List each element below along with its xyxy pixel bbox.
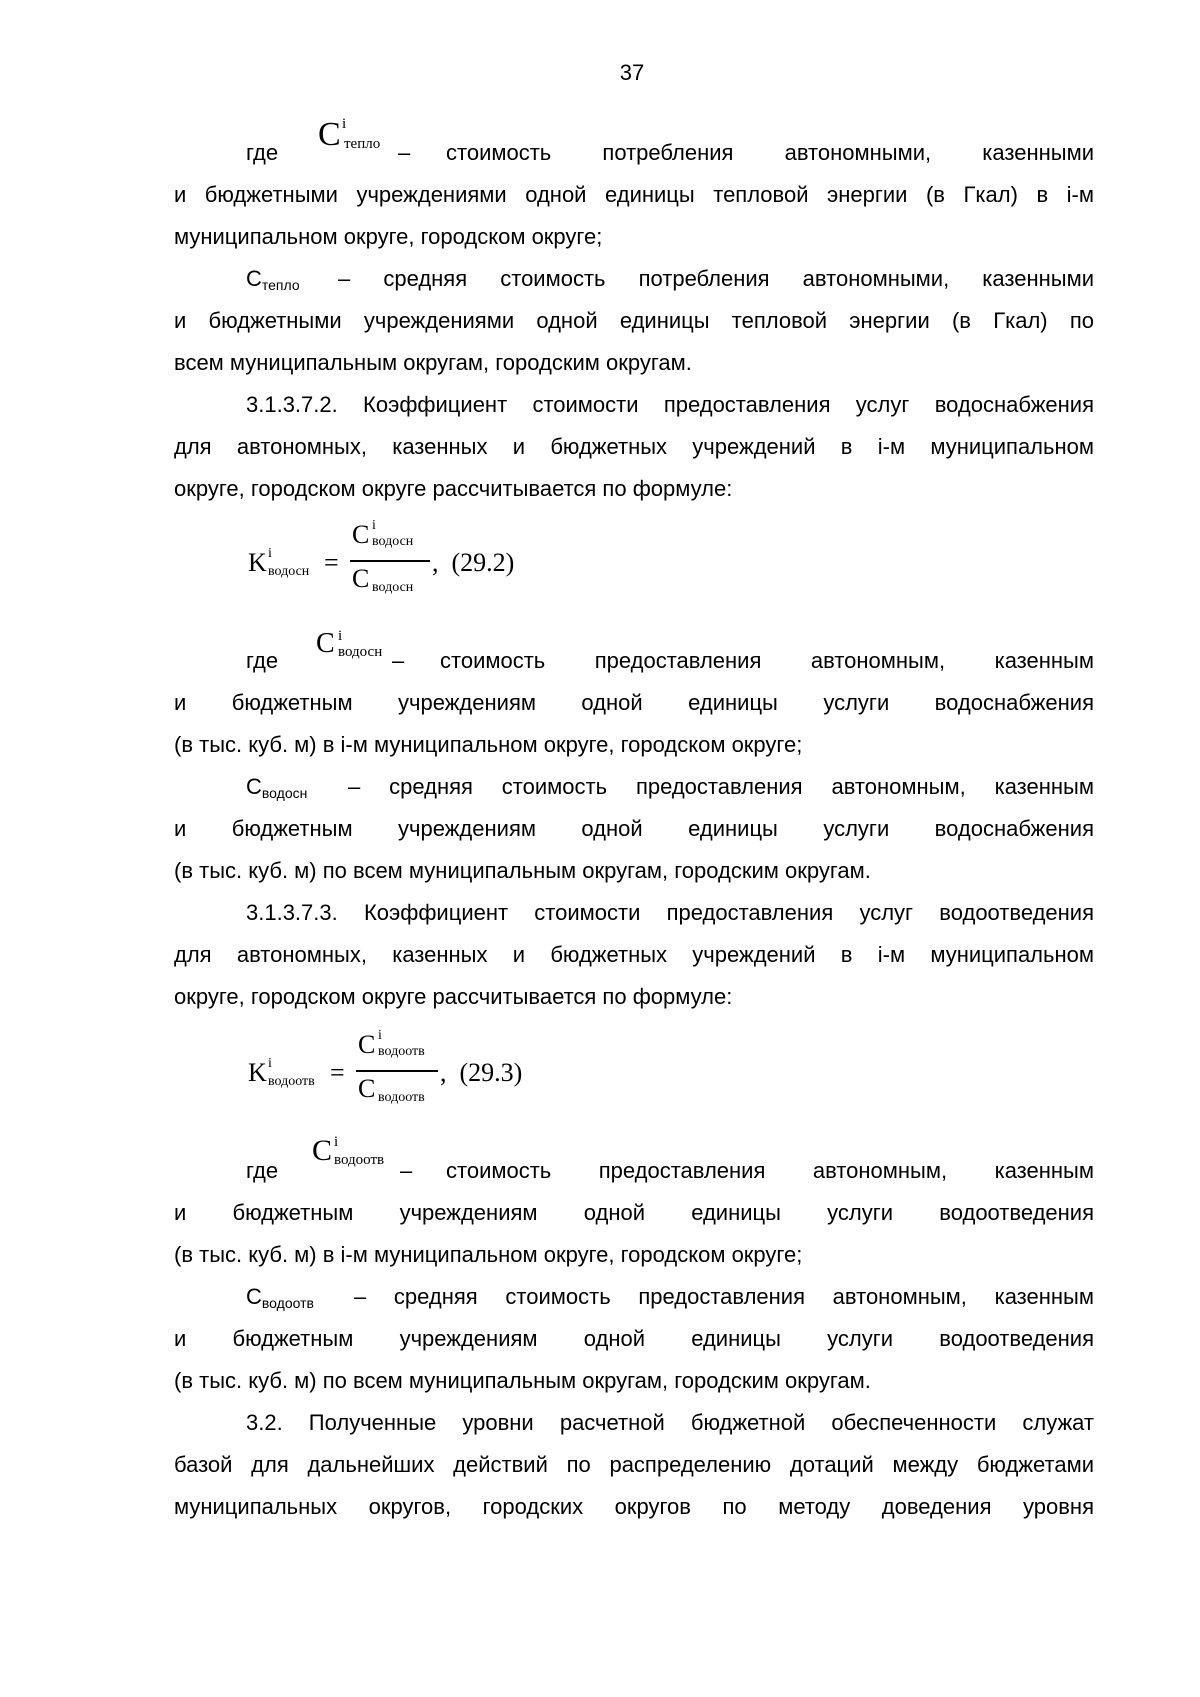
text-line: Сводоотв – средняя стоимость предоставления автономным, казенным — [246, 1284, 1094, 1311]
text-line: (в тыс. куб. м) по всем муниципальным округам, городским округам. — [174, 858, 871, 883]
text-line: Сводосн – средняя стоимость предоставления автономным, казенным — [246, 774, 1094, 801]
text-line: стоимость предоставления автономным, казенным — [440, 648, 1094, 673]
formula-29-3: K i водоотв = C i водоотв C водоотв , (29.3) — [248, 1028, 523, 1105]
where-label: где — [246, 140, 279, 165]
symbol-c-vodosn: Сводосн — [246, 774, 308, 801]
text-line: и бюджетными учреждениями одной единицы тепловой энергии (в Гкал) в i-м — [174, 182, 1094, 207]
text-line: муниципальных округов, городских округов по методу доведения уровня — [174, 1494, 1094, 1519]
dash: – — [398, 140, 411, 165]
text-line: и бюджетными учреждениями одной единицы тепловой энергии (в Гкал) по — [174, 308, 1094, 333]
text-line: округе, городском округе рассчитывается по формуле: — [174, 984, 733, 1009]
text-line: базой для дальнейших действий по распределению дотаций между бюджетами — [174, 1452, 1094, 1477]
text-line: 3.1.3.7.3. Коэффициент стоимости предоставления услуг водоотведения — [246, 900, 1094, 925]
dash: – — [400, 1158, 413, 1183]
text-line: и бюджетным учреждениям одной единицы услуги водоснабжения — [174, 690, 1094, 715]
text-line: стоимость предоставления автономным, казенным — [446, 1158, 1094, 1183]
text-line: муниципальном округе, городском округе; — [174, 224, 603, 249]
dash: – — [392, 648, 405, 673]
text-line: для автономных, казенных и бюджетных учреждений в i-м муниципальном — [174, 942, 1094, 967]
text-line: Степло – средняя стоимость потребления автономными, казенными — [246, 266, 1094, 293]
text-line: и бюджетным учреждениям одной единицы услуги водоотведения — [174, 1326, 1094, 1351]
where-label: где — [246, 648, 279, 673]
text-line: округе, городском округе рассчитывается по формуле: — [174, 476, 733, 501]
fraction-bar — [350, 560, 430, 562]
fraction-bar — [356, 1070, 438, 1072]
formula-29-2: K i водосн = C i водосн C водосн , (29.2) — [248, 518, 515, 595]
page-number: 37 — [619, 60, 645, 85]
text-line: 3.2. Полученные уровни расчетной бюджетной обеспеченности служат — [246, 1410, 1094, 1435]
text-line: (в тыс. куб. м) в i-м муниципальном округе, городском округе; — [174, 732, 803, 757]
text-line: 3.1.3.7.2. Коэффициент стоимости предоставления услуг водоснабжения — [246, 392, 1094, 417]
text-line: (в тыс. куб. м) по всем муниципальным округам, городским округам. — [174, 1368, 871, 1393]
text-line: всем муниципальным округам, городским округам. — [174, 350, 692, 375]
symbol-c-vodootv: Сводоотв — [246, 1284, 314, 1311]
text-line: стоимость потребления автономными, казенными — [446, 140, 1094, 165]
symbol-c-teplo-i: C i тепло — [318, 116, 381, 153]
where-label: где — [246, 1158, 279, 1183]
text-line: и бюджетным учреждениям одной единицы услуги водоснабжения — [174, 816, 1094, 841]
text-line: (в тыс. куб. м) в i-м муниципальном округе, городском округе; — [174, 1242, 803, 1267]
symbol-c-vodosn-i: C i водосн — [316, 628, 383, 660]
symbol-c-vodootv-i: C i водоотв — [312, 1134, 385, 1168]
symbol-c-teplo: Степло — [246, 266, 300, 293]
text-line: и бюджетным учреждениям одной единицы услуги водоотведения — [174, 1200, 1094, 1225]
text-line: для автономных, казенных и бюджетных учреждений в i-м муниципальном — [174, 434, 1094, 459]
